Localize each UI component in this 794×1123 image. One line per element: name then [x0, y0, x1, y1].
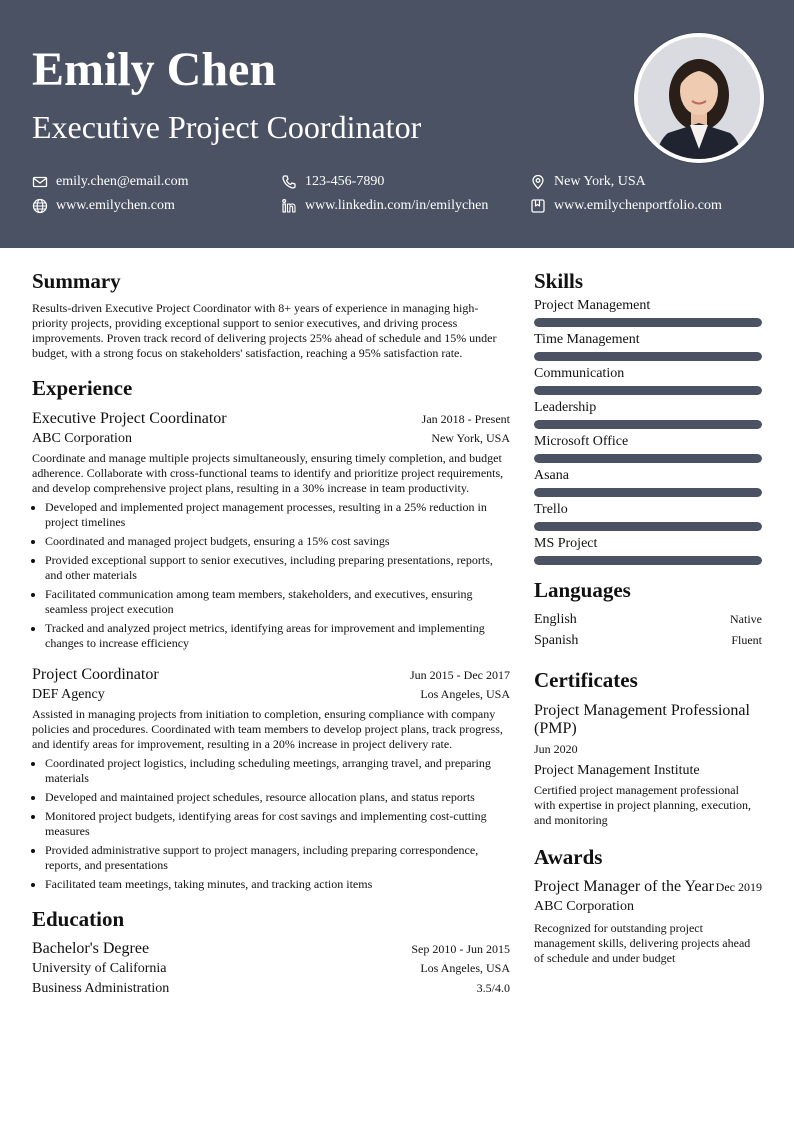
- languages-heading: Languages: [534, 578, 631, 603]
- skill-bar-fill: [534, 488, 762, 497]
- school: University of California: [32, 960, 167, 976]
- award-title: Project Manager of the Year: [534, 878, 714, 896]
- education-heading: Education: [32, 906, 125, 931]
- list-item: • Facilitated communication among team members, stakeholders, and executives, ensuring seamless project execution: [45, 587, 510, 617]
- summary-text: Results-driven Executive Project Coordinator with 8+ years of experience in managing high-priority projects, providing exceptional support to senior executives, and driving process improvements. Proven track record of delivering projects 25% ahead of schedule and 15% under budget, with a strong focus on stakeholders' satisfaction, reaching a 95% satisfaction rate.: [32, 301, 497, 361]
- profile-photo: [634, 33, 764, 163]
- experience-heading: Experience: [32, 376, 133, 401]
- contact-website[interactable]: [32, 198, 175, 214]
- job-entry: [32, 409, 510, 651]
- contact-phone-text: 123-456-7890: [305, 174, 385, 189]
- language-name: English: [534, 611, 577, 627]
- phone-icon: [281, 174, 297, 190]
- job-title: Project Coordinator: [32, 665, 159, 683]
- job-description: Coordinate and manage multiple projects simultaneously, ensuring timely completion, and budget adherence. Collaborate with cross-functional teams to identify and prioritize project requirements, and develop comprehensive project plans, resulting in a 30% increase in team productivity.: [32, 450, 504, 495]
- gpa: 3.5/4.0: [476, 980, 510, 995]
- portfolio-icon: [530, 198, 546, 214]
- globe-icon: [32, 198, 48, 214]
- linkedin-icon: [281, 198, 297, 214]
- certificates-section: [534, 667, 762, 828]
- degree: Bachelor's Degree: [32, 939, 150, 957]
- skill-bar: [534, 488, 762, 497]
- skill-bar-fill: [534, 454, 762, 463]
- job-dates: Jun 2015 - Dec 2017: [410, 667, 510, 682]
- skill-item: [534, 467, 762, 497]
- skill-item: [534, 501, 762, 531]
- side-column: [534, 268, 762, 966]
- skills-heading: Skills: [534, 269, 584, 293]
- education-dates: Sep 2010 - Jun 2015: [411, 941, 510, 956]
- skills-section: [534, 268, 762, 565]
- job-bullets: [32, 756, 510, 892]
- list-item: • Developed and implemented project management processes, resulting in a 25% reduction in project timelines: [45, 500, 510, 530]
- list-item: • Coordinated project logistics, including scheduling meetings, arranging travel, and preparing materials: [45, 756, 510, 786]
- main-column: [32, 268, 510, 999]
- skill-item: [534, 399, 762, 429]
- field-of-study: Business Administration: [32, 980, 170, 996]
- skill-name: Trello: [534, 502, 568, 518]
- skill-bar: [534, 318, 762, 327]
- skill-bar: [534, 386, 762, 395]
- job-company: DEF Agency: [32, 686, 105, 702]
- skill-name: Microsoft Office: [534, 434, 629, 450]
- language-level: Fluent: [731, 632, 762, 647]
- skill-bar-fill: [534, 522, 762, 531]
- candidate-name: Emily Chen: [32, 43, 277, 96]
- list-item: • Developed and maintained project schedules, resource allocation plans, and status reports: [45, 790, 510, 805]
- contact-linkedin[interactable]: [281, 198, 488, 214]
- award-issuer: ABC Corporation: [534, 899, 634, 915]
- certificate-date: Jun 2020: [534, 741, 578, 756]
- language-name: Spanish: [534, 632, 579, 648]
- skill-bar-fill: [534, 386, 762, 395]
- contact-email[interactable]: [32, 174, 189, 190]
- contact-linkedin-text: www.linkedin.com/in/emilychen: [305, 198, 489, 213]
- skill-bar-fill: [534, 420, 762, 429]
- contact-email-text: emily.chen@email.com: [56, 174, 189, 189]
- skill-item: [534, 365, 762, 395]
- job-bullets: [32, 500, 510, 651]
- certificate-description: Certified project management professional with expertise in project planning, execution, and monitoring: [534, 782, 751, 827]
- certificate-title: Project Management Professional (PMP): [534, 701, 750, 737]
- skill-bar: [534, 454, 762, 463]
- skill-name: Communication: [534, 366, 625, 382]
- job-entry: [32, 665, 510, 892]
- portrait-image: [638, 37, 760, 159]
- skill-name: Leadership: [534, 400, 597, 416]
- skill-name: Asana: [534, 468, 569, 484]
- skill-name: Project Management: [534, 298, 651, 314]
- contact-phone[interactable]: [281, 174, 384, 190]
- job-location: Los Angeles, USA: [420, 686, 510, 701]
- list-item: • Tracked and analyzed project metrics, identifying areas for improvement and implementing changes to increase efficiency: [45, 621, 510, 651]
- school-location: Los Angeles, USA: [420, 960, 510, 975]
- list-item: • Facilitated team meetings, taking minutes, and tracking action items: [45, 877, 510, 892]
- skill-item: [534, 433, 762, 463]
- awards-heading: Awards: [534, 844, 603, 869]
- award-date: Dec 2019: [715, 880, 762, 895]
- summary-section: [32, 268, 510, 361]
- job-title: Executive Project Coordinator: [32, 409, 227, 427]
- certificates-heading: Certificates: [534, 667, 638, 692]
- skill-item: [534, 297, 762, 327]
- summary-heading: Summary: [32, 269, 121, 293]
- job-company: ABC Corporation: [32, 430, 132, 446]
- candidate-title: Executive Project Coordinator: [32, 109, 422, 145]
- experience-section: [32, 375, 510, 891]
- skill-item: [534, 331, 762, 361]
- skill-bar: [534, 420, 762, 429]
- skill-bar: [534, 522, 762, 531]
- contact-portfolio[interactable]: [530, 198, 722, 214]
- languages-section: [534, 577, 762, 650]
- contact-portfolio-text: www.emilychenportfolio.com: [554, 198, 722, 213]
- job-description: Assisted in managing projects from initiation to completion, ensuring compliance with company policies and procedures. Coordinated with team members to develop project plans, track progress, and identify areas for improvement, resulting in a 20% increase in project delivery rate.: [32, 706, 503, 751]
- list-item: • Monitored project budgets, identifying areas for cost savings and implementing cost-cutting measures: [45, 809, 510, 839]
- skill-name: Time Management: [534, 332, 640, 348]
- list-item: • Provided administrative support to project managers, including preparing correspondence, reports, and presentations: [45, 843, 510, 873]
- skill-bar-fill: [534, 352, 762, 361]
- language-level: Native: [730, 611, 762, 626]
- skill-bar: [534, 556, 762, 565]
- skill-name: MS Project: [534, 536, 598, 552]
- list-item: • Provided exceptional support to senior executives, including preparing presentations, reports, and other materials: [45, 553, 510, 583]
- contact-list: [32, 174, 772, 222]
- location-icon: [530, 174, 546, 190]
- skill-bar-fill: [534, 556, 762, 565]
- job-location: New York, USA: [431, 430, 510, 445]
- awards-section: [534, 844, 762, 966]
- award-description: Recognized for outstanding project management skills, delivering projects ahead of schedule and under budget: [534, 921, 751, 966]
- education-section: [32, 906, 510, 999]
- contact-location: [530, 174, 646, 190]
- skill-bar-fill: [534, 318, 762, 327]
- contact-location-text: New York, USA: [554, 174, 646, 189]
- contact-website-text: www.emilychen.com: [56, 198, 175, 213]
- skill-item: [534, 535, 762, 565]
- resume-header: [0, 0, 794, 248]
- skill-bar: [534, 352, 762, 361]
- mail-icon: [32, 174, 48, 190]
- certificate-issuer: Project Management Institute: [534, 762, 700, 778]
- list-item: • Coordinated and managed project budgets, ensuring a 15% cost savings: [45, 534, 510, 549]
- job-dates: Jan 2018 - Present: [421, 411, 510, 426]
- skills-list: [534, 297, 762, 565]
